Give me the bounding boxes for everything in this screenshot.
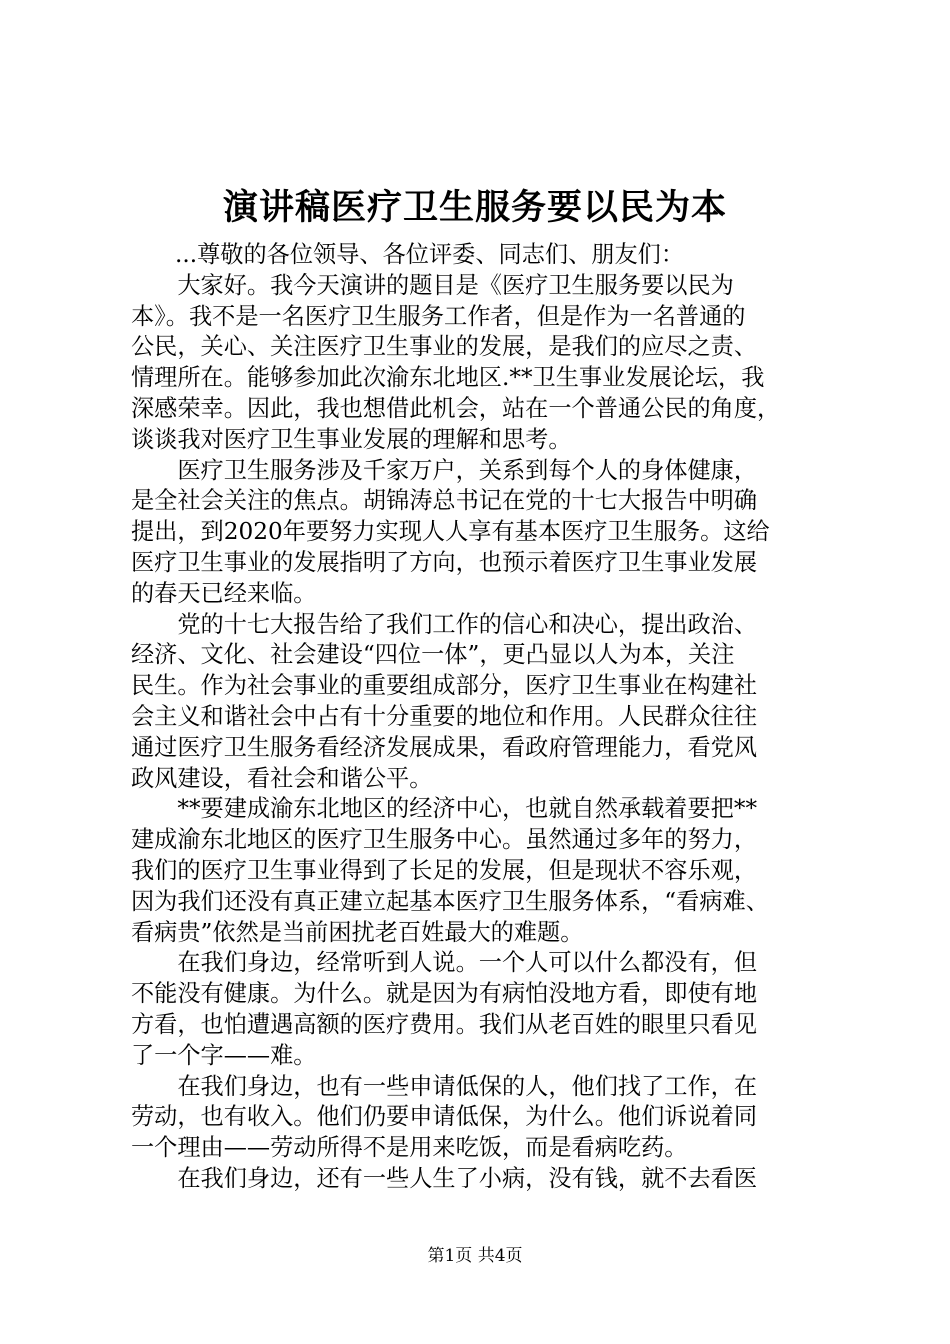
text-line: 方看，也怕遭遇高额的医疗费用。我们从老百姓的眼里只看见 <box>131 1010 758 1038</box>
text-line: 经济、文化、社会建设“四位一体”，更凸显以人为本，关注 <box>131 641 735 669</box>
document-body <box>131 240 831 1195</box>
page-number-footer: 第1页 共4页 <box>427 1246 523 1266</box>
text-line: 是全社会关注的焦点。胡锦涛总书记在党的十七大报告中明确 <box>131 487 758 515</box>
text-line: 大家好。我今天演讲的题目是《医疗卫生服务要以民为 <box>131 271 734 299</box>
text-line: 在我们身边，经常听到人说。一个人可以什么都没有，但 <box>131 949 758 977</box>
salutation-line: ...尊敬的各位领导、各位评委、同志们、朋友们： <box>175 241 685 268</box>
text-line: 深感荣幸。因此，我也想借此机会，站在一个普通公民的角度， <box>131 394 781 422</box>
text-line: 看病贵”依然是当前困扰老百姓最大的难题。 <box>131 918 584 946</box>
text-line: 建成渝东北地区的医疗卫生服务中心。虽然通过多年的努力， <box>131 826 758 854</box>
text-line: 不能没有健康。为什么。就是因为有病怕没地方看，即使有地 <box>131 980 758 1008</box>
text-line: 医疗卫生事业的发展指明了方向，也预示着医疗卫生事业发展 <box>131 548 758 576</box>
text-line: 本》。我不是一名医疗卫生服务工作者，但是作为一名普通的 <box>131 302 746 330</box>
text-line: 医疗卫生服务涉及千家万户，关系到每个人的身体健康， <box>131 456 758 484</box>
text-line: 一个理由——劳动所得不是用来吃饭，而是看病吃药。 <box>131 1134 688 1162</box>
text-line: 了一个字——难。 <box>131 1041 317 1069</box>
text-line: 民生。作为社会事业的重要组成部分，医疗卫生事业在构建社 <box>131 672 758 700</box>
text-line: **要建成渝东北地区的经济中心，也就自然承载着要把** <box>131 795 758 823</box>
text-line: 谈谈我对医疗卫生事业发展的理解和思考。 <box>131 425 572 453</box>
document-title: 演讲稿医疗卫生服务要以民为本 <box>222 187 727 228</box>
text-line: 在我们身边，还有一些人生了小病，没有钱，就不去看医 <box>131 1164 758 1192</box>
text-line: 党的十七大报告给了我们工作的信心和决心，提出政治、 <box>131 610 758 638</box>
text-line: 政风建设，看社会和谐公平。 <box>131 764 433 792</box>
text-line: 会主义和谐社会中占有十分重要的地位和作用。人民群众往往 <box>131 702 758 730</box>
text-line: 在我们身边，也有一些申请低保的人，他们找了工作，在 <box>131 1072 758 1100</box>
text-line: 劳动，也有收入。他们仍要申请低保，为什么。他们诉说着同 <box>131 1103 758 1131</box>
text-line: 我们的医疗卫生事业得到了长足的发展，但是现状不容乐观， <box>131 856 758 884</box>
text-line: 公民，关心、关注医疗卫生事业的发展，是我们的应尽之责、 <box>131 333 758 361</box>
text-line: 提出，到2020年要努力实现人人享有基本医疗卫生服务。这给 <box>131 518 770 546</box>
text-line: 通过医疗卫生服务看经济发展成果，看政府管理能力，看党风 <box>131 733 758 761</box>
text-line: 情理所在。能够参加此次渝东北地区.**卫生事业发展论坛，我 <box>131 364 765 392</box>
text-line: 的春天已经来临。 <box>131 579 317 607</box>
text-line: 因为我们还没有真正建立起基本医疗卫生服务体系，“看病难、 <box>131 887 769 915</box>
